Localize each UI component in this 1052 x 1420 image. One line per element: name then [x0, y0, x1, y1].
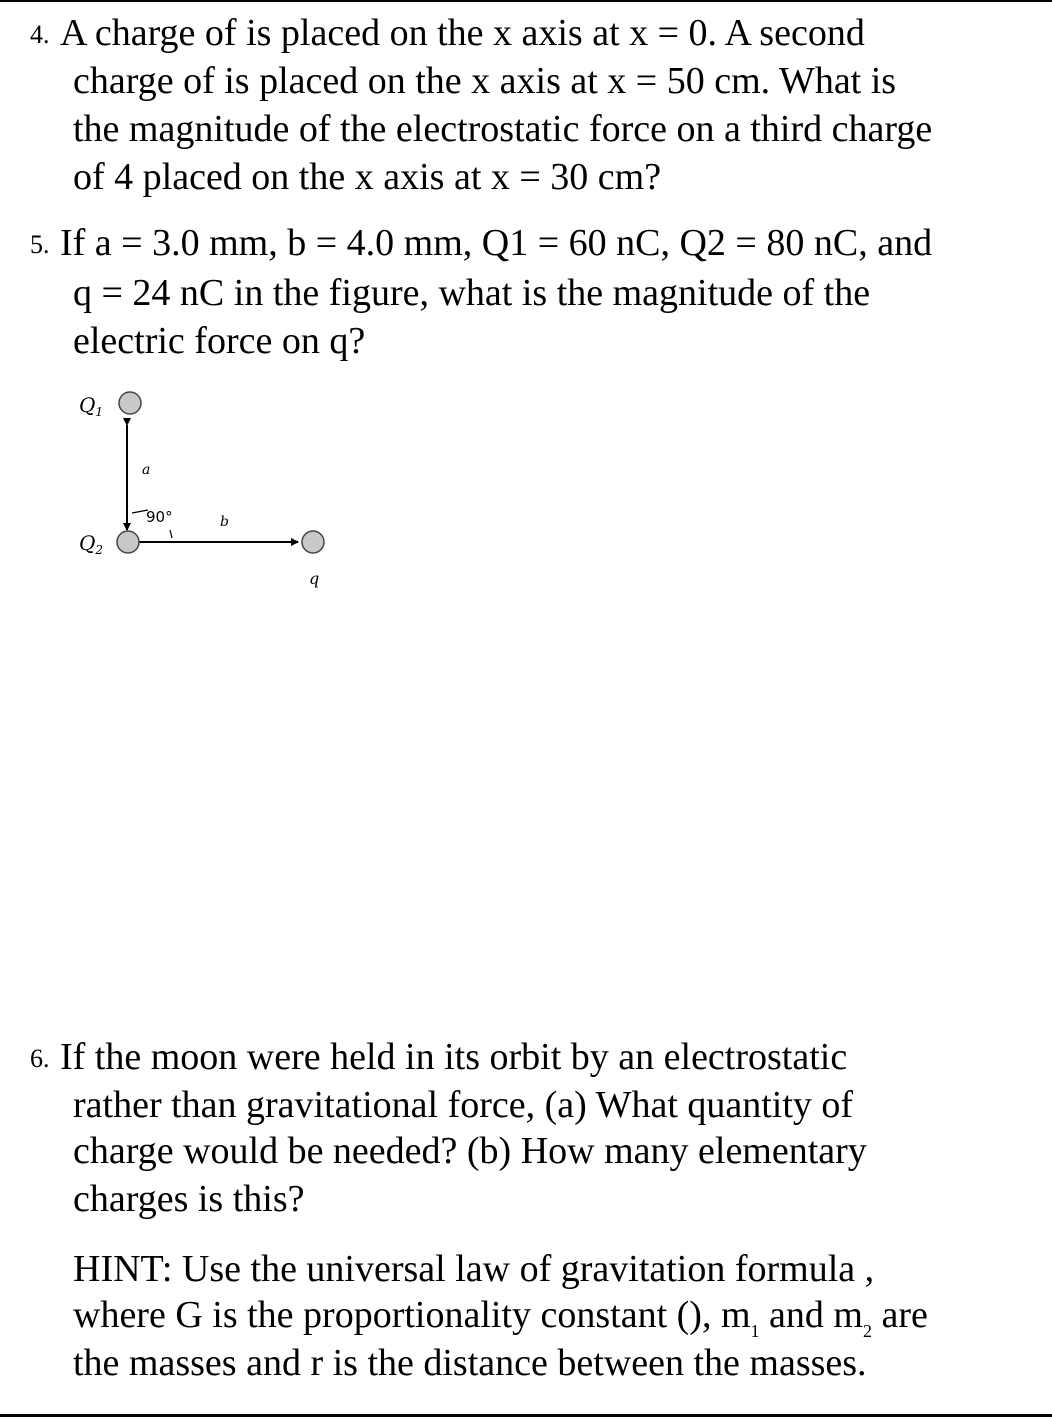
charge-q: [302, 531, 324, 553]
problem-6: [0, 1038, 1052, 1398]
problem-text-line: electric force on q?: [73, 320, 366, 362]
problem-text-line: charge would be needed? (b) How many elementary: [73, 1130, 867, 1172]
label-q: q: [309, 569, 320, 588]
problem-text-line: the magnitude of the electrostatic force on a third charge: [73, 108, 933, 150]
problem-4: [0, 14, 1052, 204]
hint-text: where G is the proportionality constant (), m: [73, 1294, 751, 1336]
right-angle-tick: [170, 530, 172, 538]
problem-number: 5.: [30, 230, 50, 259]
hint-line: the masses and r is the distance between the masses.: [73, 1342, 867, 1384]
problem-text-line: If a = 3.0 mm, b = 4.0 mm, Q1 = 60 nC, Q2 = 80 nC, and: [60, 222, 933, 264]
hint-text: are: [871, 1294, 928, 1336]
subscript: 2: [862, 1321, 872, 1341]
problem-number: 6.: [30, 1044, 50, 1073]
problem-number: 4.: [30, 20, 50, 49]
hint-line: HINT: Use the universal law of gravitation formula ,: [73, 1248, 875, 1290]
hint-text: and m: [759, 1294, 863, 1336]
problem-text-line: charge of is placed on the x axis at x = 50 cm. What is: [73, 60, 897, 102]
label-a: a: [142, 462, 151, 478]
label-angle: 90°: [146, 508, 173, 526]
problem-text-line: rather than gravitational force, (a) What quantity of: [73, 1084, 854, 1126]
top-rule: [0, 0, 1052, 2]
hint-line: [73, 1294, 928, 1341]
problem-text-line: of 4 placed on the x axis at x = 30 cm?: [73, 156, 662, 198]
charge-q1: [119, 392, 141, 414]
label-b: b: [220, 514, 229, 530]
charge-q2: [117, 531, 139, 553]
label-q1: $Q_1$: [79, 393, 104, 419]
problem-text-line: charges is this?: [73, 1178, 305, 1220]
problem-5: [0, 224, 1052, 374]
problem-text-line: A charge of is placed on the x axis at x = 0. A second: [60, 12, 865, 54]
problem-text-line: If the moon were held in its orbit by an electrostatic: [60, 1036, 848, 1078]
charge-diagram-svg: [70, 380, 350, 600]
bottom-rule: [0, 1414, 1052, 1417]
subscript: 1: [750, 1321, 760, 1341]
problem-text-line: q = 24 nC in the figure, what is the magnitude of the: [73, 272, 871, 314]
label-q2: $Q_2$: [79, 531, 104, 557]
charge-diagram: [70, 380, 350, 600]
